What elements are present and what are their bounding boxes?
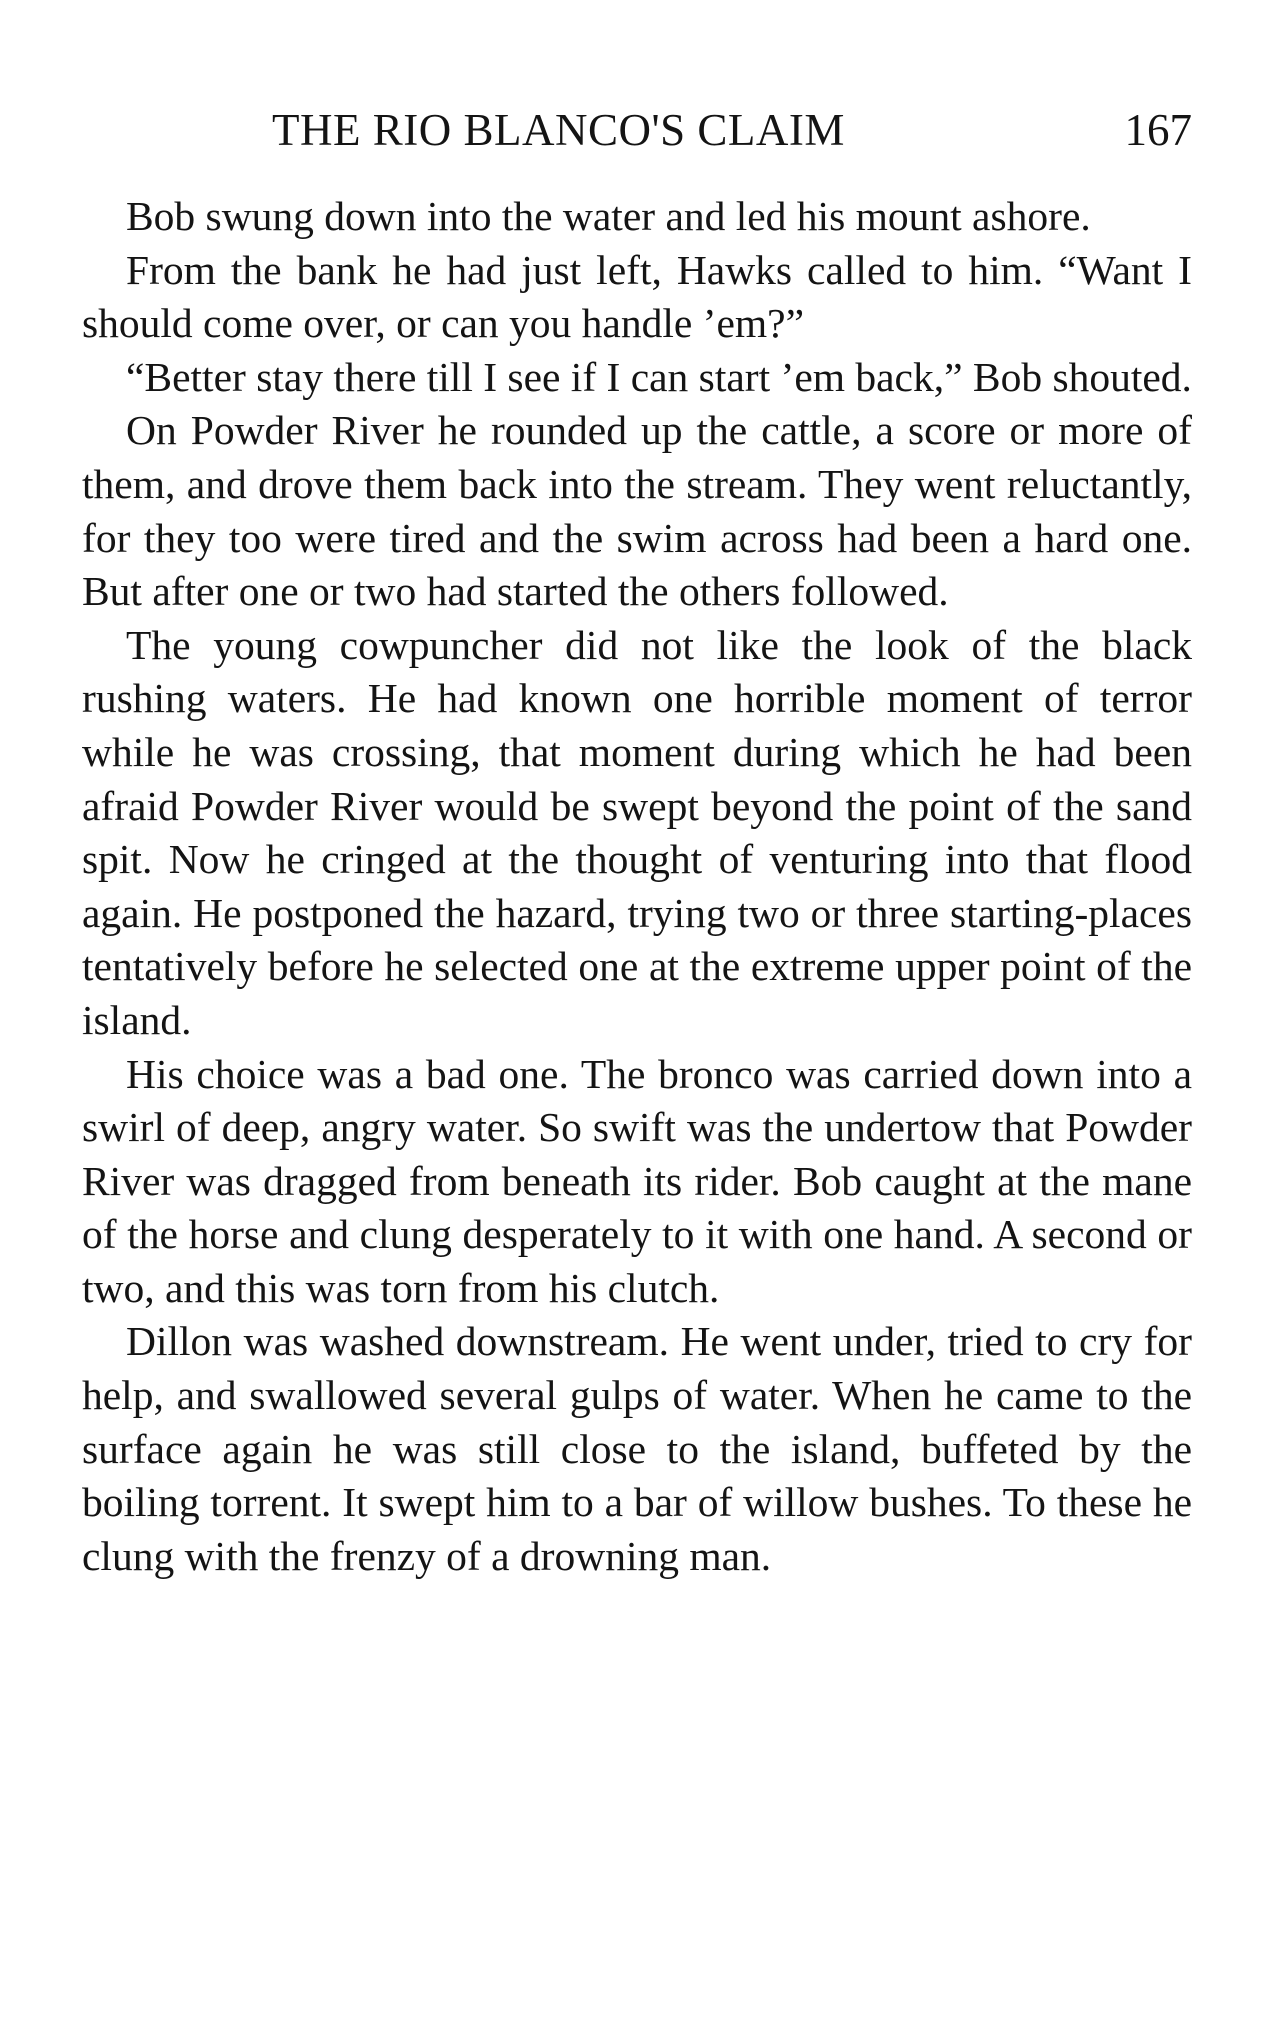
chapter-title: THE RIO BLANCO'S CLAIM [272,105,845,155]
page-number: 167 [1124,105,1192,155]
paragraph: Bob swung down into the water and led his mount ashore. [126,193,1091,239]
paragraph: His choice was a bad one. The bronco was carried down into a swirl of deep, angry water. So swift was the undertow that Powder River was dragged from beneath its rider. Bob caught at the mane of the horse and clung desperately to it with one hand. A second or two, and this was torn from his clutch. [82,1050,1192,1311]
paragraph: On Powder River he rounded up the cattle, a score or more of them, and drove them back into the stream. They went reluctantly, for they too were tired and the swim across had been a hard one. But after one or two had started the others followed. [82,407,1192,615]
body-text [82,190,1192,1583]
running-head [82,100,1192,160]
paragraph: “Better stay there till I see if I can start ’em back,” Bob shouted. [126,353,1192,400]
paragraph: From the bank he had just left, Hawks called to him. “Want I should come over, or can you handle ’em?” [82,246,1192,347]
paragraph: Dillon was washed downstream. He went under, tried to cry for help, and swallowed several gulps of water. When he came to the surface again he was still close to the island, buffeted by the boiling torrent. It swept him to a bar of willow bushes. To these he clung with the frenzy of a drowning man. [82,1318,1192,1579]
paragraph: The young cowpuncher did not like the look of the black rushing waters. He had known one horrible moment of terror while he was crossing, that moment during which he had been afraid Powder River would be swept beyond the point of the sand spit. Now he cringed at the thought of venturing into that flood again. He postponed the hazard, trying two or three starting-places tentatively before he selected one at the extreme upper point of the island. [82,621,1192,1043]
